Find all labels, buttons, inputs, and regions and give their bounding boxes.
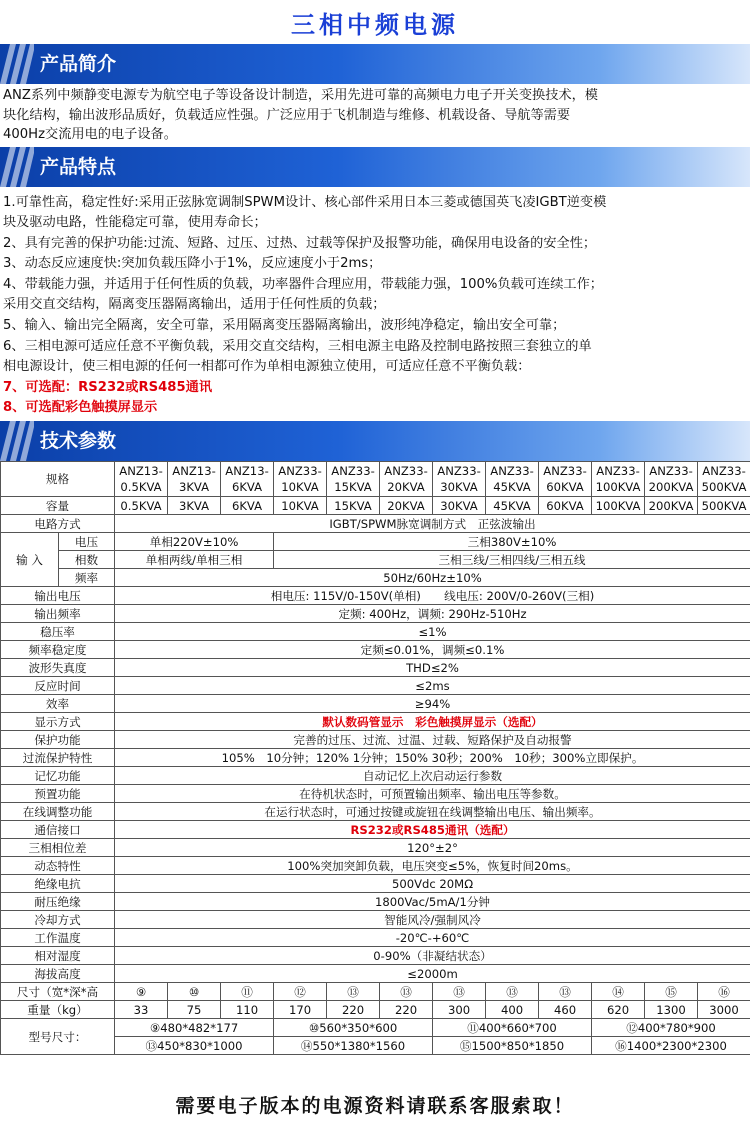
spec-value: 105% 10分钟；120% 1分钟；150% 30秒；200% 10秒；300%立即保护。	[115, 749, 750, 767]
feature-line: 5、输入、输出完全隔离，安全可靠，采用隔离变压器隔离输出，波形纯净稳定，输出安全可靠；	[3, 318, 566, 334]
spec-label: 相数	[59, 551, 115, 569]
spec-value: 定频: 400Hz，调频: 290Hz-510Hz	[115, 605, 750, 623]
spec-value: RS232或RS485通讯（选配）	[115, 821, 750, 839]
dimension-cell: ⑪400*660*700	[433, 1019, 592, 1037]
spec-value: ≤1%	[115, 623, 750, 641]
model-kva: 3KVA	[178, 480, 210, 495]
model-series: ANZ33-	[543, 464, 587, 479]
model-kva: 15KVA	[334, 480, 372, 495]
spec-row	[1, 587, 750, 605]
size-cell: ⑩	[168, 983, 221, 1001]
model-series: ANZ13-	[172, 464, 216, 479]
weight-cell: 400	[486, 1001, 539, 1019]
model-series: ANZ33-	[649, 464, 693, 479]
spec-row	[1, 893, 750, 911]
spec-row	[1, 677, 750, 695]
spec-row	[1, 749, 750, 767]
model-kva: 100KVA	[595, 480, 641, 495]
spec-row	[1, 821, 750, 839]
model-series: ANZ13-	[225, 464, 269, 479]
intro-line: ANZ系列中频静变电源专为航空电子等设备设计制造，采用先进可靠的高频电力电子开关变换技术，模	[3, 88, 598, 103]
spec-row	[1, 875, 750, 893]
dimension-cell: ⑯1400*2300*2300	[592, 1037, 750, 1055]
weight-cell: 33	[115, 1001, 168, 1019]
feature-line: 2、具有完善的保护功能:过流、短路、过压、过热、过载等保护及报警功能，确保用电设备的安全性；	[3, 235, 597, 251]
dimension-cell: ⑭550*1380*1560	[274, 1037, 433, 1055]
model-kva: 0.5KVA	[120, 480, 162, 495]
section-banner-features	[0, 147, 750, 187]
size-cell: ⑮	[645, 983, 698, 1001]
spec-row	[1, 641, 750, 659]
model-cell	[539, 462, 592, 497]
capacity-cell: 15KVA	[327, 497, 380, 515]
dimension-cell: ⑬450*830*1000	[115, 1037, 274, 1055]
weight-cell: 220	[380, 1001, 433, 1019]
spec-row-input-frequency	[1, 569, 750, 587]
section-banner-intro	[0, 44, 750, 84]
weight-cell: 460	[539, 1001, 592, 1019]
capacity-cell: 30KVA	[433, 497, 486, 515]
spec-value: THD≤2%	[115, 659, 750, 677]
spec-value: 智能风冷/强制风冷	[115, 911, 750, 929]
model-cell	[168, 462, 221, 497]
spec-value: 定频≤0.01%，调频≤0.1%	[115, 641, 750, 659]
spec-label: 通信接口	[1, 821, 115, 839]
model-kva: 30KVA	[440, 480, 478, 495]
spec-label: 保护功能	[1, 731, 115, 749]
size-cell: ⑨	[115, 983, 168, 1001]
model-series: ANZ33-	[331, 464, 375, 479]
feature-line: 采用交直交结构，隔离变压器隔离输出，适用于任何性质的负载；	[3, 297, 386, 313]
size-cell: ⑪	[221, 983, 274, 1001]
capacity-cell: 45KVA	[486, 497, 539, 515]
spec-row	[1, 695, 750, 713]
intro-line: 块化结构，输出波形品质好，负载适应性强。广泛应用于飞机制造与维修、机载设备、导航等需要	[3, 107, 571, 123]
spec-row	[1, 713, 750, 731]
spec-value: 单相220V±10%	[115, 533, 274, 551]
section-banner-specs	[0, 421, 750, 461]
model-cell	[592, 462, 645, 497]
spec-value: 在运行状态时，可通过按键或旋钮在线调整输出电压、输出频率。	[115, 803, 750, 821]
spec-label: 在线调整功能	[1, 803, 115, 821]
spec-label: 输出电压	[1, 587, 115, 605]
spec-label: 冷却方式	[1, 911, 115, 929]
spec-label: 稳压率	[1, 623, 115, 641]
spec-row	[1, 731, 750, 749]
model-cell	[698, 462, 750, 497]
stripes-icon	[0, 421, 34, 461]
spec-value: 默认数码管显示 彩色触摸屏显示（选配）	[115, 713, 750, 731]
spec-label: 尺寸（宽*深*高	[1, 983, 115, 1001]
spec-value: ≥94%	[115, 695, 750, 713]
spec-row-dimensions	[1, 1019, 750, 1037]
spec-label: 波形失真度	[1, 659, 115, 677]
stripes-icon	[0, 147, 34, 187]
weight-cell: 75	[168, 1001, 221, 1019]
feature-line-highlight: 7、可选配：RS232或RS485通讯	[3, 379, 213, 395]
spec-label: 海拔高度	[1, 965, 115, 983]
spec-value: 100%突加突卸负载，电压突变≤5%，恢复时间20ms。	[115, 857, 750, 875]
spec-label: 容量	[1, 497, 115, 515]
spec-value: 50Hz/60Hz±10%	[115, 569, 750, 587]
model-kva: 45KVA	[493, 480, 531, 495]
weight-cell: 620	[592, 1001, 645, 1019]
size-cell: ⑯	[698, 983, 750, 1001]
spec-value: -20℃-+60℃	[115, 929, 750, 947]
spec-label: 记忆功能	[1, 767, 115, 785]
spec-row	[1, 605, 750, 623]
spec-value: 相电压: 115V/0-150V(单相) 线电压: 200V/0-260V(三相)	[115, 587, 750, 605]
spec-row	[1, 767, 750, 785]
spec-label: 工作温度	[1, 929, 115, 947]
spec-value: 120°±2°	[115, 839, 750, 857]
weight-cell: 1300	[645, 1001, 698, 1019]
spec-table	[0, 461, 750, 1055]
spec-value: 单相两线/单相三相	[115, 551, 274, 569]
spec-value: 在待机状态时，可预置输出频率、输出电压等参数。	[115, 785, 750, 803]
spec-row	[1, 857, 750, 875]
spec-value: ≤2000m	[115, 965, 750, 983]
spec-label: 频率稳定度	[1, 641, 115, 659]
spec-value: 自动记忆上次启动运行参数	[115, 767, 750, 785]
spec-row	[1, 965, 750, 983]
capacity-cell: 10KVA	[274, 497, 327, 515]
spec-row	[1, 911, 750, 929]
spec-value: ≤2ms	[115, 677, 750, 695]
capacity-cell: 20KVA	[380, 497, 433, 515]
model-cell	[327, 462, 380, 497]
spec-row-size	[1, 983, 750, 1001]
spec-label: 耐压绝缘	[1, 893, 115, 911]
model-series: ANZ33-	[437, 464, 481, 479]
spec-row-input-phase	[1, 551, 750, 569]
section-title-specs: 技术参数	[40, 430, 117, 453]
capacity-cell: 60KVA	[539, 497, 592, 515]
model-cell	[274, 462, 327, 497]
spec-row-model	[1, 462, 750, 497]
section-title-features: 产品特点	[40, 155, 117, 178]
feature-line: 块及驱动电路，性能稳定可靠，使用寿命长；	[3, 215, 267, 231]
page-title: 三相中频电源	[291, 9, 459, 39]
dimension-cell: ⑨480*482*177	[115, 1019, 274, 1037]
model-series: ANZ33-	[702, 464, 746, 479]
size-cell: ⑭	[592, 983, 645, 1001]
dimension-cell: ⑩560*350*600	[274, 1019, 433, 1037]
feature-line-highlight: 8、可选配彩色触摸屏显示	[3, 400, 158, 416]
spec-value: IGBT/SPWM脉宽调制方式 正弦波输出	[115, 515, 750, 533]
spec-label: 电路方式	[1, 515, 115, 533]
spec-label: 效率	[1, 695, 115, 713]
weight-cell: 300	[433, 1001, 486, 1019]
size-cell: ⑬	[380, 983, 433, 1001]
spec-label: 反应时间	[1, 677, 115, 695]
model-cell	[645, 462, 698, 497]
weight-cell: 3000	[698, 1001, 750, 1019]
spec-row-capacity	[1, 497, 750, 515]
model-series: ANZ33-	[384, 464, 428, 479]
model-series: ANZ13-	[119, 464, 163, 479]
model-kva: 20KVA	[387, 480, 425, 495]
section-title-intro: 产品简介	[40, 53, 117, 75]
weight-cell: 110	[221, 1001, 274, 1019]
spec-label: 型号尺寸：	[1, 1019, 115, 1055]
size-cell: ⑬	[486, 983, 539, 1001]
footer-notice: 需要电子版本的电源资料请联系客服索取！	[175, 1095, 575, 1117]
spec-label: 电压	[59, 533, 115, 551]
size-cell: ⑬	[539, 983, 592, 1001]
capacity-cell: 6KVA	[221, 497, 274, 515]
spec-value: 三相380V±10%	[274, 533, 750, 551]
spec-row-circuit	[1, 515, 750, 533]
model-cell	[221, 462, 274, 497]
spec-label: 三相相位差	[1, 839, 115, 857]
feature-line: 1.可靠性高，稳定性好:采用正弦脉宽调制SPWM设计、核心部件采用日本三菱或德国英飞凌IGBT逆变模	[3, 194, 607, 210]
model-kva: 500KVA	[701, 480, 747, 495]
spec-label: 输出频率	[1, 605, 115, 623]
weight-cell: 220	[327, 1001, 380, 1019]
spec-label: 相对湿度	[1, 947, 115, 965]
model-kva: 60KVA	[546, 480, 584, 495]
spec-value: 0-90%（非凝结状态）	[115, 947, 750, 965]
intro-paragraph	[0, 84, 750, 147]
capacity-cell: 200KVA	[645, 497, 698, 515]
spec-row-input-voltage	[1, 533, 750, 551]
model-cell	[433, 462, 486, 497]
stripes-icon	[0, 44, 34, 84]
weight-cell: 170	[274, 1001, 327, 1019]
spec-value: 500Vdc 20MΩ	[115, 875, 750, 893]
spec-label: 频率	[59, 569, 115, 587]
features-list	[0, 187, 750, 422]
capacity-cell: 500KVA	[698, 497, 750, 515]
spec-row	[1, 785, 750, 803]
dimension-cell: ⑮1500*850*1850	[433, 1037, 592, 1055]
model-series: ANZ33-	[596, 464, 640, 479]
spec-value: 三相三线/三相四线/三相五线	[274, 551, 750, 569]
feature-line: 4、带载能力强，并适用于任何性质的负载，功率器件合理应用，带载能力强，100%负载可连续工作；	[3, 276, 603, 292]
capacity-cell: 3KVA	[168, 497, 221, 515]
spec-label: 绝缘电抗	[1, 875, 115, 893]
spec-value: 完善的过压、过流、过温、过载、短路保护及自动报警	[115, 731, 750, 749]
model-kva: 10KVA	[281, 480, 319, 495]
spec-value: 1800Vac/5mA/1分钟	[115, 893, 750, 911]
model-cell	[486, 462, 539, 497]
model-cell	[115, 462, 168, 497]
model-cell	[380, 462, 433, 497]
spec-row	[1, 947, 750, 965]
input-group-label: 输 入	[1, 533, 59, 587]
feature-line: 相电源设计，使三相电源的任何一相都可作为单相电源独立使用，可适应任意不平衡负载：	[3, 359, 531, 375]
spec-label: 预置功能	[1, 785, 115, 803]
capacity-cell: 100KVA	[592, 497, 645, 515]
spec-row	[1, 839, 750, 857]
size-cell: ⑫	[274, 983, 327, 1001]
feature-line: 6、三相电源可适应任意不平衡负载，采用交直交结构，三相电源主电路及控制电路按照三套独立的单	[3, 338, 592, 354]
size-cell: ⑬	[433, 983, 486, 1001]
spec-label: 显示方式	[1, 713, 115, 731]
model-kva: 6KVA	[231, 480, 263, 495]
spec-row-weight	[1, 1001, 750, 1019]
spec-row	[1, 659, 750, 677]
size-cell: ⑬	[327, 983, 380, 1001]
model-series: ANZ33-	[278, 464, 322, 479]
model-kva: 200KVA	[648, 480, 694, 495]
intro-line: 400Hz交流用电的电子设备。	[3, 127, 177, 142]
dimension-cell: ⑫400*780*900	[592, 1019, 750, 1037]
spec-row	[1, 803, 750, 821]
spec-label: 规格	[1, 462, 115, 497]
spec-row	[1, 623, 750, 641]
feature-line: 3、动态反应速度快:突加负载压降小于1%，反应速度小于2ms；	[3, 256, 382, 272]
spec-label: 重量（kg）	[1, 1001, 115, 1019]
spec-row	[1, 929, 750, 947]
capacity-cell: 0.5KVA	[115, 497, 168, 515]
spec-label: 动态特性	[1, 857, 115, 875]
model-series: ANZ33-	[490, 464, 534, 479]
spec-label: 过流保护特性	[1, 749, 115, 767]
